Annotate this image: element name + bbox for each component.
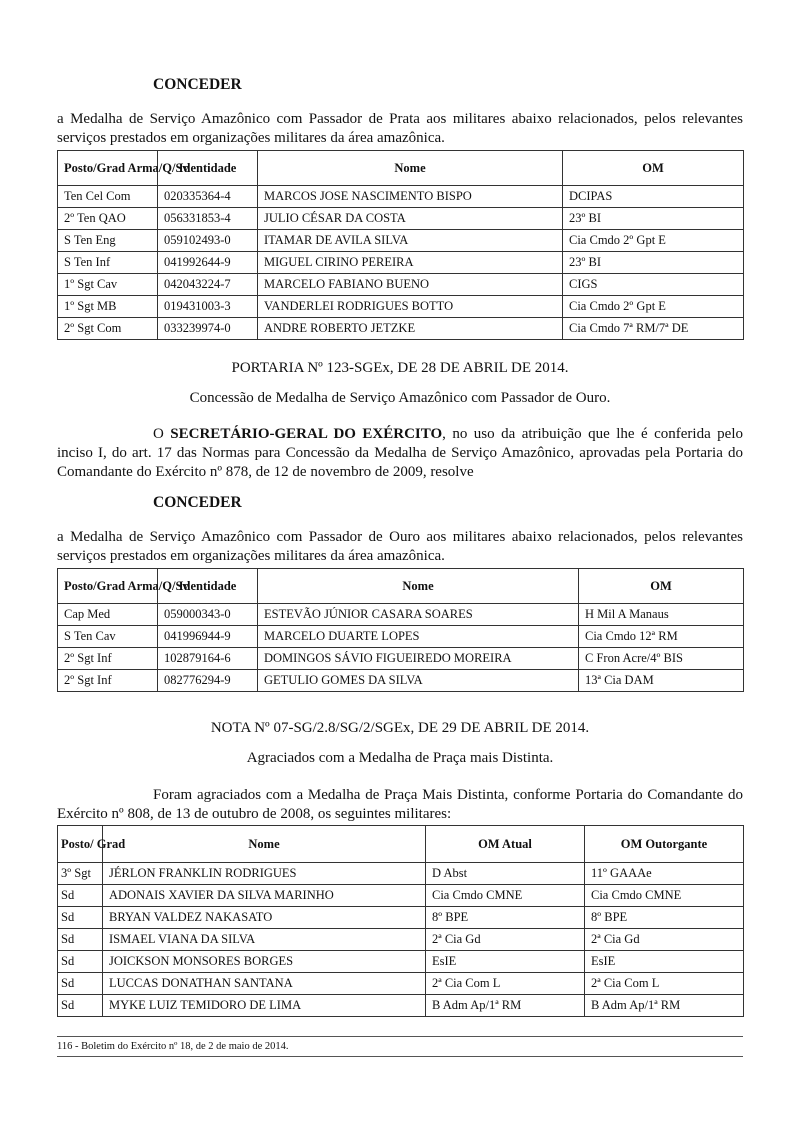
portaria-intro: [57, 425, 743, 482]
distinta-table-body: [58, 863, 744, 1017]
col-nome: Nome: [258, 151, 563, 186]
col-om-atual: OM Atual: [426, 826, 585, 863]
table-cell: 059000343-0: [158, 604, 258, 626]
table-cell: MARCELO DUARTE LOPES: [258, 626, 579, 648]
table-cell: JOICKSON MONSORES BORGES: [103, 951, 426, 973]
table-cell: MARCOS JOSE NASCIMENTO BISPO: [258, 186, 563, 208]
table-cell: JÉRLON FRANKLIN RODRIGUES: [103, 863, 426, 885]
table-cell: Sd: [58, 973, 103, 995]
table-row: [58, 648, 744, 670]
table-cell: 1º Sgt MB: [58, 296, 158, 318]
table-cell: 082776294-9: [158, 670, 258, 692]
portaria-intro-rest: , no uso da atribuição que lhe é conferida pelo inciso I, do art. 17 das Normas para Concessão da Medalha de Serviço Amazônico, aprovadas pela Portaria do Comandante do Exército nº 878, de 12 de novembro de 2009, resolve: [57, 426, 744, 480]
table-cell: Sd: [58, 929, 103, 951]
table-cell: Cia Cmdo 2º Gpt E: [563, 296, 744, 318]
table-cell: 042043224-7: [158, 274, 258, 296]
table-cell: DCIPAS: [563, 186, 744, 208]
table-cell: ADONAIS XAVIER DA SILVA MARINHO: [103, 885, 426, 907]
table-cell: Cia Cmdo 12ª RM: [579, 626, 744, 648]
col-om: OM: [579, 569, 744, 604]
table-cell: D Abst: [426, 863, 585, 885]
portaria-intro-authority: SECRETÁRIO-GERAL DO EXÉRCITO: [170, 426, 443, 442]
table-row: [58, 274, 744, 296]
table-cell: C Fron Acre/4º BIS: [579, 648, 744, 670]
table-cell: MYKE LUIZ TEMIDORO DE LIMA: [103, 995, 426, 1017]
table-cell: Cia Cmdo CMNE: [585, 885, 744, 907]
table-cell: ANDRE ROBERTO JETZKE: [258, 318, 563, 340]
table-cell: 041992644-9: [158, 252, 258, 274]
table-cell: 2º Ten QAO: [58, 208, 158, 230]
table-cell: 019431003-3: [158, 296, 258, 318]
table-row: [58, 296, 744, 318]
portaria-paragraph: a Medalha de Serviço Amazônico com Passador de Ouro aos militares abaixo relacionados, pelos relevantes serviços prestados em organizações militares da área amazônica.: [57, 529, 743, 564]
section1-heading: CONCEDER: [153, 76, 242, 93]
table-row: [58, 252, 744, 274]
table-cell: 020335364-4: [158, 186, 258, 208]
footer-text: 116 - Boletim do Exército nº 18, de 2 de maio de 2014.: [57, 1041, 289, 1052]
table-cell: DOMINGOS SÁVIO FIGUEIREDO MOREIRA: [258, 648, 579, 670]
table-cell: EsIE: [426, 951, 585, 973]
table-cell: Sd: [58, 995, 103, 1017]
table-row: [58, 929, 744, 951]
table-cell: Ten Cel Com: [58, 186, 158, 208]
table-row: [58, 318, 744, 340]
table-cell: LUCCAS DONATHAN SANTANA: [103, 973, 426, 995]
table-cell: MARCELO FABIANO BUENO: [258, 274, 563, 296]
table-cell: 13ª Cia DAM: [579, 670, 744, 692]
col-nome: Nome: [258, 569, 579, 604]
table-cell: S Ten Eng: [58, 230, 158, 252]
table-cell: Cap Med: [58, 604, 158, 626]
table-cell: S Ten Inf: [58, 252, 158, 274]
nota-title: NOTA Nº 07-SG/2.8/SG/2/SGEx, DE 29 DE ABRIL DE 2014.: [210, 720, 590, 736]
table-row: [58, 230, 744, 252]
nota-subtitle: Agraciados com a Medalha de Praça mais Distinta.: [246, 750, 554, 766]
table-cell: 3º Sgt: [58, 863, 103, 885]
nota-paragraph: Foram agraciados com a Medalha de Praça Mais Distinta, conforme Portaria do Comandante do Exército nº 808, de 13 de outubro de 2008, os seguintes militares:: [57, 787, 743, 822]
table-cell: 2ª Cia Com L: [426, 973, 585, 995]
table-cell: VANDERLEI RODRIGUES BOTTO: [258, 296, 563, 318]
table-cell: ESTEVÃO JÚNIOR CASARA SOARES: [258, 604, 579, 626]
table-cell: EsIE: [585, 951, 744, 973]
table-cell: Cia Cmdo 7ª RM/7ª DE: [563, 318, 744, 340]
table-cell: 2º Sgt Com: [58, 318, 158, 340]
table-cell: 041996944-9: [158, 626, 258, 648]
table-cell: Sd: [58, 907, 103, 929]
prata-table-body: [58, 186, 744, 340]
table-cell: 056331853-4: [158, 208, 258, 230]
table-cell: GETULIO GOMES DA SILVA: [258, 670, 579, 692]
table-cell: 1º Sgt Cav: [58, 274, 158, 296]
table-cell: ITAMAR DE AVILA SILVA: [258, 230, 563, 252]
table-cell: 2ª Cia Com L: [585, 973, 744, 995]
table-row: [58, 863, 744, 885]
table-row: [58, 973, 744, 995]
table-cell: 2ª Cia Gd: [426, 929, 585, 951]
table-cell: 059102493-0: [158, 230, 258, 252]
col-posto: Posto/Grad Arma/Q/Sv: [58, 569, 158, 604]
table-cell: ISMAEL VIANA DA SILVA: [103, 929, 426, 951]
portaria-heading: CONCEDER: [153, 494, 242, 511]
col-om: OM: [563, 151, 744, 186]
table-row: [58, 907, 744, 929]
distinta-table: [57, 825, 744, 1017]
col-identidade: Identidade: [158, 151, 258, 186]
table-row: [58, 995, 744, 1017]
footer-rule-top: [57, 1036, 743, 1037]
table-cell: B Adm Ap/1ª RM: [585, 995, 744, 1017]
table-cell: S Ten Cav: [58, 626, 158, 648]
table-cell: H Mil A Manaus: [579, 604, 744, 626]
table-cell: Sd: [58, 951, 103, 973]
table-cell: 23º BI: [563, 252, 744, 274]
table-cell: 8º BPE: [585, 907, 744, 929]
table-cell: 033239974-0: [158, 318, 258, 340]
table-row: [58, 208, 744, 230]
table-cell: B Adm Ap/1ª RM: [426, 995, 585, 1017]
table-cell: Cia Cmdo CMNE: [426, 885, 585, 907]
footer-rule-bottom: [57, 1056, 743, 1057]
table-row: [58, 604, 744, 626]
col-posto: Posto/Grad Arma/Q/Sv: [58, 151, 158, 186]
table-cell: JULIO CÉSAR DA COSTA: [258, 208, 563, 230]
table-cell: CIGS: [563, 274, 744, 296]
col-posto: Posto/ Grad: [58, 826, 103, 863]
section1-paragraph: a Medalha de Serviço Amazônico com Passador de Prata aos militares abaixo relacionados, pelos relevantes serviços prestados em organizações militares da área amazônica.: [57, 111, 743, 146]
table-cell: 2º Sgt Inf: [58, 670, 158, 692]
table-cell: 2º Sgt Inf: [58, 648, 158, 670]
table-cell: MIGUEL CIRINO PEREIRA: [258, 252, 563, 274]
portaria-subtitle: Concessão de Medalha de Serviço Amazônico com Passador de Ouro.: [189, 390, 611, 406]
table-cell: 11º GAAAe: [585, 863, 744, 885]
table-row: [58, 186, 744, 208]
table-cell: Sd: [58, 885, 103, 907]
col-nome: Nome: [103, 826, 426, 863]
ouro-table: [57, 568, 744, 692]
table-cell: 2ª Cia Gd: [585, 929, 744, 951]
table-cell: Cia Cmdo 2º Gpt E: [563, 230, 744, 252]
col-identidade: Identidade: [158, 569, 258, 604]
portaria-title: PORTARIA Nº 123-SGEx, DE 28 DE ABRIL DE 2014.: [231, 360, 569, 376]
table-cell: 102879164-6: [158, 648, 258, 670]
table-cell: 8º BPE: [426, 907, 585, 929]
prata-table: [57, 150, 744, 340]
table-row: [58, 670, 744, 692]
col-om-outorgante: OM Outorgante: [585, 826, 744, 863]
portaria-intro-prefix: O: [153, 426, 171, 442]
table-row: [58, 626, 744, 648]
table-cell: BRYAN VALDEZ NAKASATO: [103, 907, 426, 929]
ouro-table-body: [58, 604, 744, 692]
table-row: [58, 951, 744, 973]
table-row: [58, 885, 744, 907]
table-cell: 23º BI: [563, 208, 744, 230]
